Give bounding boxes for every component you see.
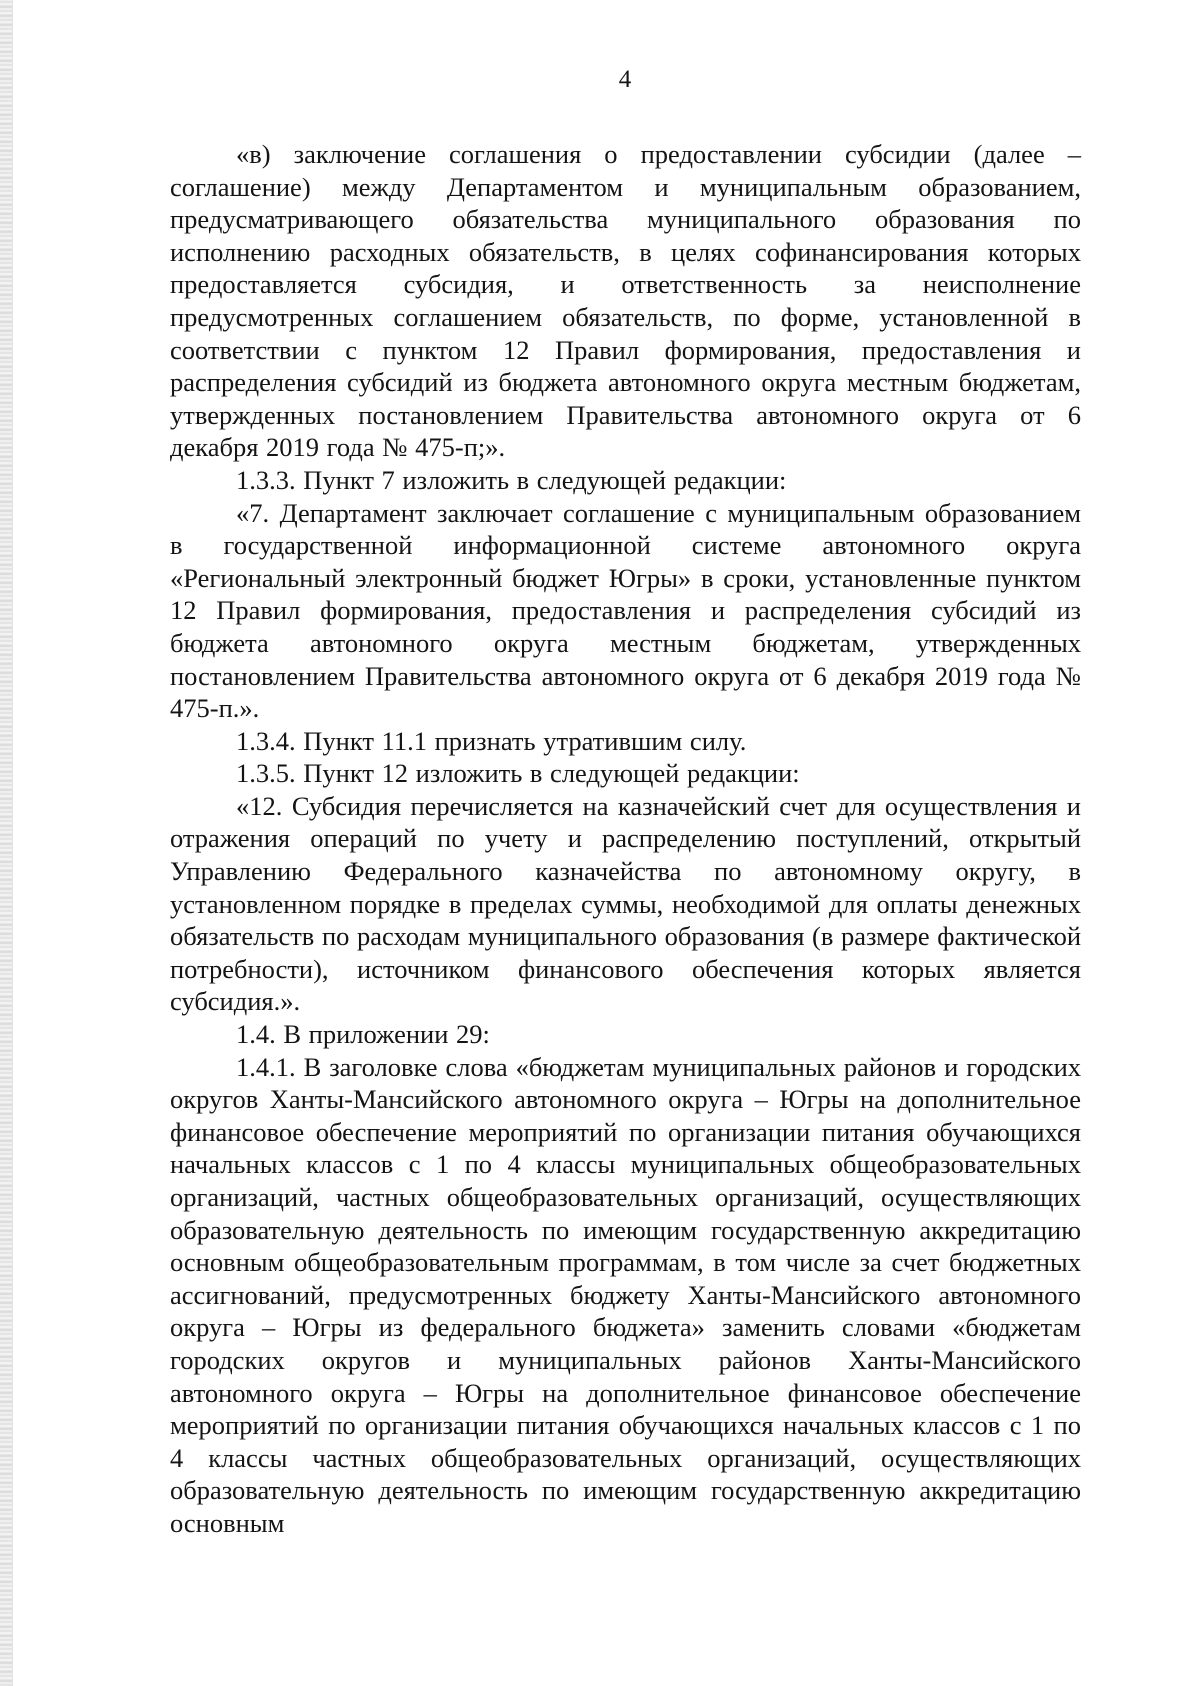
paragraph-1-4-1: 1.4.1. В заголовке слова «бюджетам муниципальных районов и городских округов Ханты-Мансийского автономного округа – Югры на дополнительное финансовое обеспечение мероприятий по организации питания обучающихся начальных классов с 1 по 4 классы муниципальных общеобразовательных организаций, частных общеобразовательных организаций, осуществляющих образовательную деятельность по имеющим государственную аккредитацию основным общеобразовательным программам, в том числе за счет бюджетных ассигнований, предусмотренных бюджету Ханты-Мансийского автономного округа – Югры из федерального бюджета» заменить словами «бюджетам городских округов и муниципальных районов Ханты-Мансийского автономного округа – Югры на дополнительное финансовое обеспечение мероприятий по организации питания обучающихся начальных классов с 1 по 4 классы частных общеобразовательных организаций, осуществляющих образовательную деятельность по имеющим государственную аккредитацию основным — [170, 1051, 1081, 1538]
paragraph-subitem-v: «в) заключение соглашения о предоставлении субсидии (далее – соглашение) между Департаментом и муниципальным образованием, предусматривающего обязательства муниципального образования по исполнению расходных обязательств, в целях софинансирования которых предоставляется субсидия, и ответственность за неисполнение предусмотренных соглашением обязательств, по форме, установленной в соответствии с пунктом 12 Правил формирования, предоставления и распределения субсидий из бюджета автономного округа местным бюджетам, утвержденных постановлением Правительства автономного округа от 6 декабря 2019 года № 475-п;». — [170, 139, 1081, 463]
paragraph-item-7: «7. Департамент заключает соглашение с муниципальным образованием в государственной информационной системе автономного округа «Региональный электронный бюджет Югры» в сроки, установленные пунктом 12 Правил формирования, предоставления и распределения субсидий из бюджета автономного округа местным бюджетам, утвержденных постановлением Правительства автономного округа от 6 декабря 2019 года № 475-п.». — [170, 497, 1081, 724]
paragraph-1-3-3: 1.3.3. Пункт 7 изложить в следующей редакции: — [236, 464, 787, 495]
page-number: 4 — [618, 66, 632, 93]
scan-edge-line — [12, 0, 13, 1686]
paragraph-item-12: «12. Субсидия перечисляется на казначейский счет для осуществления и отражения операций по учету и распределению поступлений, открытый Управлению Федерального казначейства по автономному округу, в установленном порядке в пределах суммы, необходимой для оплаты денежных обязательств по расходам муниципального образования (в размере фактической потребности), источником финансового обеспечения которых является субсидия.». — [170, 790, 1081, 1017]
scan-edge — [0, 0, 12, 1686]
paragraph-1-3-4: 1.3.4. Пункт 11.1 признать утратившим силу. — [236, 725, 747, 756]
document-body — [170, 138, 1081, 1540]
paragraph-1-3-5: 1.3.5. Пункт 12 изложить в следующей редакции: — [236, 758, 800, 789]
paragraph-1-4: 1.4. В приложении 29: — [236, 1019, 490, 1050]
